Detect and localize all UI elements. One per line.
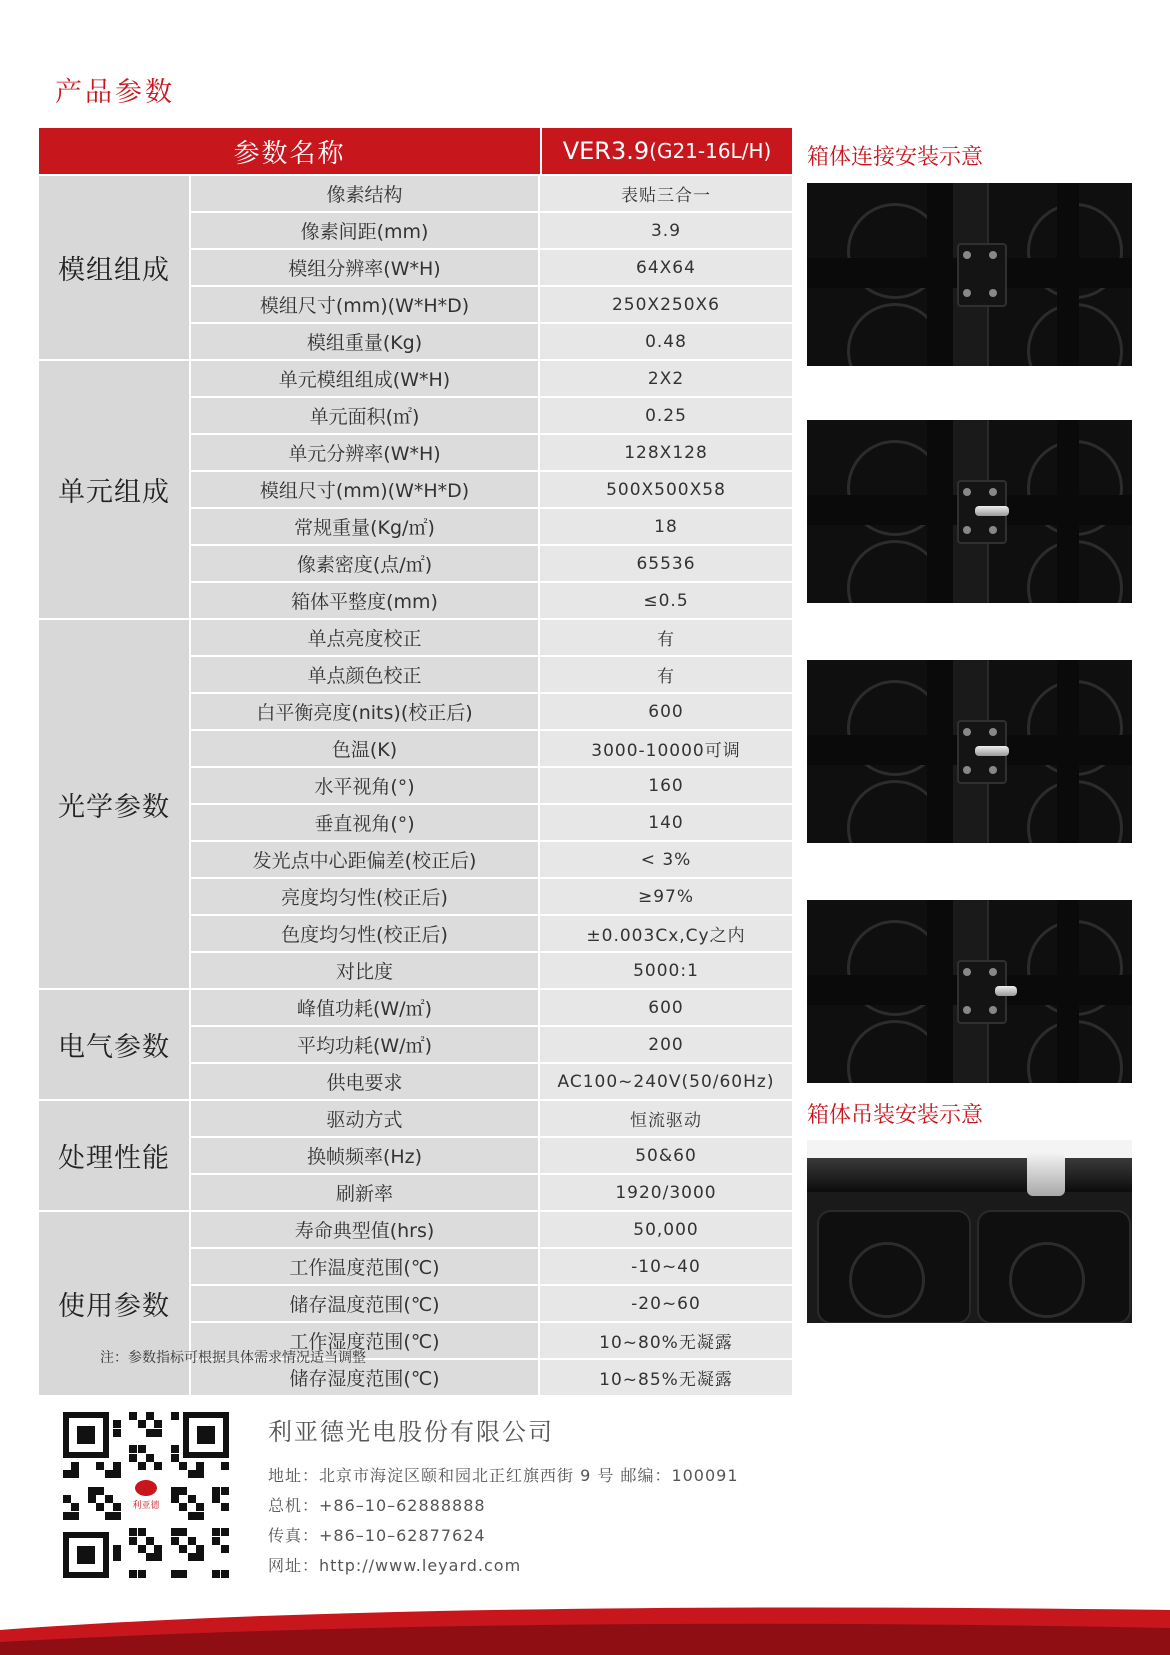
table-row bbox=[191, 287, 792, 324]
param-name-cell: 单点颜色校正 bbox=[191, 657, 540, 692]
header-model-main: VER3.9 bbox=[562, 137, 650, 165]
param-value-cell: 表贴三合一 bbox=[540, 176, 792, 211]
table-row bbox=[191, 1064, 792, 1099]
param-group bbox=[39, 1101, 792, 1212]
qr-logo-text: 利亚德 bbox=[132, 1500, 160, 1511]
phone-line: 总机：+86–10–62888888 bbox=[268, 1496, 486, 1515]
param-value-cell: 10~85%无凝露 bbox=[540, 1360, 792, 1395]
table-row bbox=[191, 324, 792, 359]
param-value-cell: 160 bbox=[540, 768, 792, 803]
group-label: 光学参数 bbox=[39, 620, 191, 988]
param-value-cell: 50,000 bbox=[540, 1212, 792, 1247]
param-value-cell: AC100~240V(50/60Hz) bbox=[540, 1064, 792, 1099]
param-name-cell: 常规重量(Kg/㎡) bbox=[191, 509, 540, 544]
table-row bbox=[191, 1138, 792, 1175]
table-row bbox=[191, 1249, 792, 1286]
param-name-cell: 单元面积(㎡) bbox=[191, 398, 540, 433]
param-value-cell: 3000-10000可调 bbox=[540, 731, 792, 766]
table-row bbox=[191, 768, 792, 805]
param-value-cell: -20~60 bbox=[540, 1286, 792, 1321]
cabinet-connect-image-4 bbox=[807, 900, 1132, 1083]
param-value-cell: 有 bbox=[540, 657, 792, 692]
table-row bbox=[191, 916, 792, 953]
param-value-cell: 600 bbox=[540, 990, 792, 1025]
param-value-cell: 0.25 bbox=[540, 398, 792, 433]
param-name-cell: 储存湿度范围(℃) bbox=[191, 1360, 540, 1395]
table-row bbox=[191, 805, 792, 842]
param-name-cell: 垂直视角(°) bbox=[191, 805, 540, 840]
table-row bbox=[191, 213, 792, 250]
cabinet-hang-image bbox=[807, 1140, 1132, 1323]
table-row bbox=[191, 546, 792, 583]
header-model-sub: (G21-16L/H) bbox=[649, 139, 772, 163]
param-value-cell: 500X500X58 bbox=[540, 472, 792, 507]
param-value-cell: 5000:1 bbox=[540, 953, 792, 988]
param-group bbox=[39, 990, 792, 1101]
param-value-cell: 有 bbox=[540, 620, 792, 655]
param-name-cell: 单元模组组成(W*H) bbox=[191, 361, 540, 396]
param-value-cell: 恒流驱动 bbox=[540, 1101, 792, 1136]
param-name-cell: 单点亮度校正 bbox=[191, 620, 540, 655]
table-row bbox=[191, 694, 792, 731]
param-name-cell: 驱动方式 bbox=[191, 1101, 540, 1136]
param-name-cell: 平均功耗(W/㎡) bbox=[191, 1027, 540, 1062]
table-row bbox=[191, 435, 792, 472]
table-row bbox=[191, 1175, 792, 1210]
cabinet-connect-image-2 bbox=[807, 420, 1132, 603]
web-line: 网址：http://www.leyard.com bbox=[268, 1556, 522, 1575]
param-value-cell: -10~40 bbox=[540, 1249, 792, 1284]
param-name-cell: 发光点中心距偏差(校正后) bbox=[191, 842, 540, 877]
table-row bbox=[191, 842, 792, 879]
param-value-cell: 64X64 bbox=[540, 250, 792, 285]
param-name-cell: 储存温度范围(℃) bbox=[191, 1286, 540, 1321]
table-row bbox=[191, 1212, 792, 1249]
company-name: 利亚德光电股份有限公司 bbox=[268, 1418, 554, 1446]
cabinet-connect-image-1 bbox=[807, 183, 1132, 366]
param-name-cell: 像素密度(点/㎡) bbox=[191, 546, 540, 581]
footnote: 注：参数指标可根据具体需求情况适当调整 bbox=[100, 1350, 366, 1366]
param-name-cell: 工作温度范围(℃) bbox=[191, 1249, 540, 1284]
group-label: 电气参数 bbox=[39, 990, 191, 1099]
fax-line: 传真：+86–10–62877624 bbox=[268, 1526, 486, 1545]
bottom-decor-band bbox=[0, 1600, 1170, 1655]
page-title: 产品参数 bbox=[55, 77, 175, 108]
param-value-cell: ≥97% bbox=[540, 879, 792, 914]
param-name-cell: 单元分辨率(W*H) bbox=[191, 435, 540, 470]
param-name-cell: 箱体平整度(mm) bbox=[191, 583, 540, 618]
table-row bbox=[191, 250, 792, 287]
param-name-cell: 模组分辨率(W*H) bbox=[191, 250, 540, 285]
qr-logo bbox=[125, 1474, 167, 1516]
param-name-cell: 模组尺寸(mm)(W*H*D) bbox=[191, 472, 540, 507]
param-name-cell: 亮度均匀性(校正后) bbox=[191, 879, 540, 914]
table-row bbox=[191, 1027, 792, 1064]
table-row bbox=[191, 990, 792, 1027]
table-row bbox=[191, 176, 792, 213]
header-model bbox=[542, 128, 792, 174]
param-name-cell: 模组尺寸(mm)(W*H*D) bbox=[191, 287, 540, 322]
param-group bbox=[39, 620, 792, 990]
connect-install-title: 箱体连接安装示意 bbox=[807, 145, 984, 170]
table-row bbox=[191, 1101, 792, 1138]
param-name-cell: 像素结构 bbox=[191, 176, 540, 211]
param-value-cell: 10~80%无凝露 bbox=[540, 1323, 792, 1358]
param-name-cell: 色温(K) bbox=[191, 731, 540, 766]
param-name-cell: 寿命典型值(hrs) bbox=[191, 1212, 540, 1247]
table-header bbox=[39, 128, 792, 176]
table-row bbox=[191, 398, 792, 435]
table-row bbox=[191, 620, 792, 657]
header-param-name: 参数名称 bbox=[39, 128, 542, 174]
param-name-cell: 水平视角(°) bbox=[191, 768, 540, 803]
table-row bbox=[191, 472, 792, 509]
qr-code bbox=[63, 1412, 229, 1578]
spec-table bbox=[39, 128, 792, 1395]
param-value-cell: 250X250X6 bbox=[540, 287, 792, 322]
cabinet-connect-image-3 bbox=[807, 660, 1132, 843]
param-name-cell: 峰值功耗(W/㎡) bbox=[191, 990, 540, 1025]
table-row bbox=[191, 731, 792, 768]
hang-install-title: 箱体吊装安装示意 bbox=[807, 1103, 984, 1128]
address-line: 地址：北京市海淀区颐和园北正红旗西街 9 号 邮编：100091 bbox=[268, 1466, 739, 1485]
param-value-cell: 65536 bbox=[540, 546, 792, 581]
group-label: 处理性能 bbox=[39, 1101, 191, 1210]
table-row bbox=[191, 361, 792, 398]
table-row bbox=[191, 1286, 792, 1323]
leyard-logo-mark bbox=[135, 1480, 157, 1496]
param-value-cell: ±0.003Cx,Cy之内 bbox=[540, 916, 792, 951]
param-name-cell: 对比度 bbox=[191, 953, 540, 988]
param-value-cell: 200 bbox=[540, 1027, 792, 1062]
param-value-cell: < 3% bbox=[540, 842, 792, 877]
param-value-cell: 128X128 bbox=[540, 435, 792, 470]
param-name-cell: 像素间距(mm) bbox=[191, 213, 540, 248]
param-value-cell: 600 bbox=[540, 694, 792, 729]
param-group bbox=[39, 1212, 792, 1395]
param-name-cell: 模组重量(Kg) bbox=[191, 324, 540, 359]
param-value-cell: 0.48 bbox=[540, 324, 792, 359]
param-value-cell: 3.9 bbox=[540, 213, 792, 248]
param-value-cell: 140 bbox=[540, 805, 792, 840]
table-row bbox=[191, 953, 792, 988]
param-value-cell: 50&60 bbox=[540, 1138, 792, 1173]
group-label: 使用参数 bbox=[39, 1212, 191, 1395]
param-name-cell: 供电要求 bbox=[191, 1064, 540, 1099]
param-name-cell: 工作湿度范围(℃) bbox=[191, 1323, 540, 1358]
param-group bbox=[39, 176, 792, 361]
table-row bbox=[191, 583, 792, 618]
param-value-cell: 2X2 bbox=[540, 361, 792, 396]
param-name-cell: 换帧频率(Hz) bbox=[191, 1138, 540, 1173]
table-row bbox=[191, 879, 792, 916]
group-label: 模组组成 bbox=[39, 176, 191, 359]
param-value-cell: ≤0.5 bbox=[540, 583, 792, 618]
param-name-cell: 色度均匀性(校正后) bbox=[191, 916, 540, 951]
group-label: 单元组成 bbox=[39, 361, 191, 618]
param-value-cell: 1920/3000 bbox=[540, 1175, 792, 1210]
table-row bbox=[191, 509, 792, 546]
param-name-cell: 白平衡亮度(nits)(校正后) bbox=[191, 694, 540, 729]
param-name-cell: 刷新率 bbox=[191, 1175, 540, 1210]
param-group bbox=[39, 361, 792, 620]
param-value-cell: 18 bbox=[540, 509, 792, 544]
table-row bbox=[191, 657, 792, 694]
